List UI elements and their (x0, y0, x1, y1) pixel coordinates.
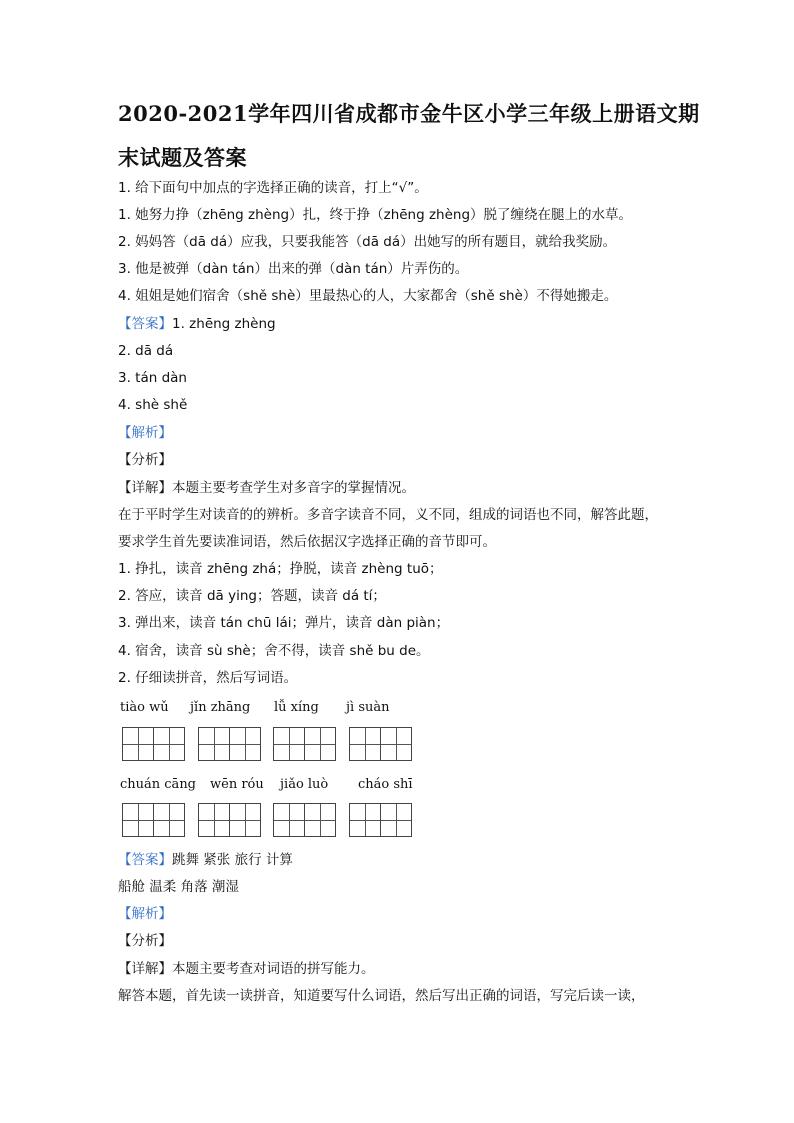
q1-answer: 2. dā dá (118, 343, 174, 359)
detail-tag: 【详解】 (118, 961, 172, 977)
writing-box[interactable] (198, 803, 261, 837)
analysis-tag: 【解析】 (118, 425, 172, 441)
detail-line (118, 960, 375, 978)
answer-tag: 【答案】 (118, 316, 172, 332)
q1-answer-line (118, 315, 276, 333)
pinyin-label: lǚ xíng (274, 700, 319, 715)
writing-box[interactable] (122, 803, 185, 837)
explanation-item: 4. 宿舍，读音 sù shè；舍不得，读音 shě bu de。 (118, 643, 430, 659)
pinyin-label: jǐn zhāng (190, 700, 251, 715)
writing-box[interactable] (349, 803, 412, 837)
writing-box[interactable] (349, 727, 412, 761)
explanation-item: 1. 挣扎，读音 zhēng zhá；挣脱，读音 zhèng tuō； (118, 561, 443, 577)
detail-text: 本题主要考查对词语的拼写能力。 (172, 961, 375, 977)
pinyin-label: wēn róu (210, 777, 264, 792)
q1-item: 4. 姐姐是她们宿舍（shě shè）里最热心的人，大家都舍（shě shè）不得她搬走。 (118, 288, 618, 304)
pinyin-label: tiào wǔ (120, 700, 169, 715)
writing-box[interactable] (273, 803, 336, 837)
q1-answer: 3. tán dàn (118, 370, 187, 386)
explanation-paragraph: 要求学生首先要读准词语，然后依据汉字选择正确的音节即可。 (118, 534, 496, 550)
answer-tag: 【答案】 (118, 852, 172, 868)
writing-box[interactable] (273, 727, 336, 761)
q1-prompt: 1. 给下面句中加点的字选择正确的读音，打上“√”。 (118, 180, 428, 196)
document-title-line2: 末试题及答案 (118, 145, 247, 170)
detail-tag: 【详解】 (118, 480, 172, 496)
explanation-paragraph: 解答本题，首先读一读拼音，知道要写什么词语，然后写出正确的词语，写完后读一读， (118, 988, 645, 1004)
writing-box[interactable] (122, 727, 185, 761)
analysis-tag: 【解析】 (118, 906, 172, 922)
q2-answer-line (118, 851, 293, 869)
q1-answer: 4. shè shě (118, 397, 188, 413)
q2-answer: 船舱 温柔 角落 潮湿 (118, 879, 239, 895)
answer-text: 跳舞 紧张 旅行 计算 (172, 852, 293, 868)
q2-prompt: 2. 仔细读拼音，然后写词语。 (118, 670, 298, 686)
explanation-paragraph: 在于平时学生对读音的的辨析。多音字读音不同，义不同，组成的词语也不同，解答此题， (118, 507, 658, 523)
detail-text: 本题主要考查学生对多音字的掌握情况。 (172, 480, 415, 496)
answer-text: 1. zhēng zhèng (172, 316, 276, 332)
pinyin-label: chuán cāng (120, 777, 197, 792)
writing-box[interactable] (198, 727, 261, 761)
detail-line (118, 479, 415, 497)
pinyin-label: cháo shī (358, 777, 413, 792)
explanation-item: 3. 弹出来，读音 tán chū lái；弹片，读音 dàn piàn； (118, 615, 450, 631)
fenxi-tag: 【分析】 (118, 452, 172, 468)
pinyin-label: jì suàn (346, 700, 390, 715)
q1-item: 3. 他是被弹（dàn tán）出来的弹（dàn tán）片弄伤的。 (118, 261, 469, 277)
explanation-item: 2. 答应，读音 dā ying；答题，读音 dá tí； (118, 588, 386, 604)
fenxi-tag: 【分析】 (118, 933, 172, 949)
q1-item: 2. 妈妈答（dā dá）应我，只要我能答（dā dá）出她写的所有题目，就给我奖励。 (118, 234, 617, 250)
q1-item: 1. 她努力挣（zhēng zhèng）扎，终于挣（zhēng zhèng）脱了缠绕在腿上的水草。 (118, 207, 633, 223)
pinyin-label: jiǎo luò (280, 777, 329, 792)
document-title-line1: 2020-2021学年四川省成都市金牛区小学三年级上册语文期 (118, 101, 700, 126)
